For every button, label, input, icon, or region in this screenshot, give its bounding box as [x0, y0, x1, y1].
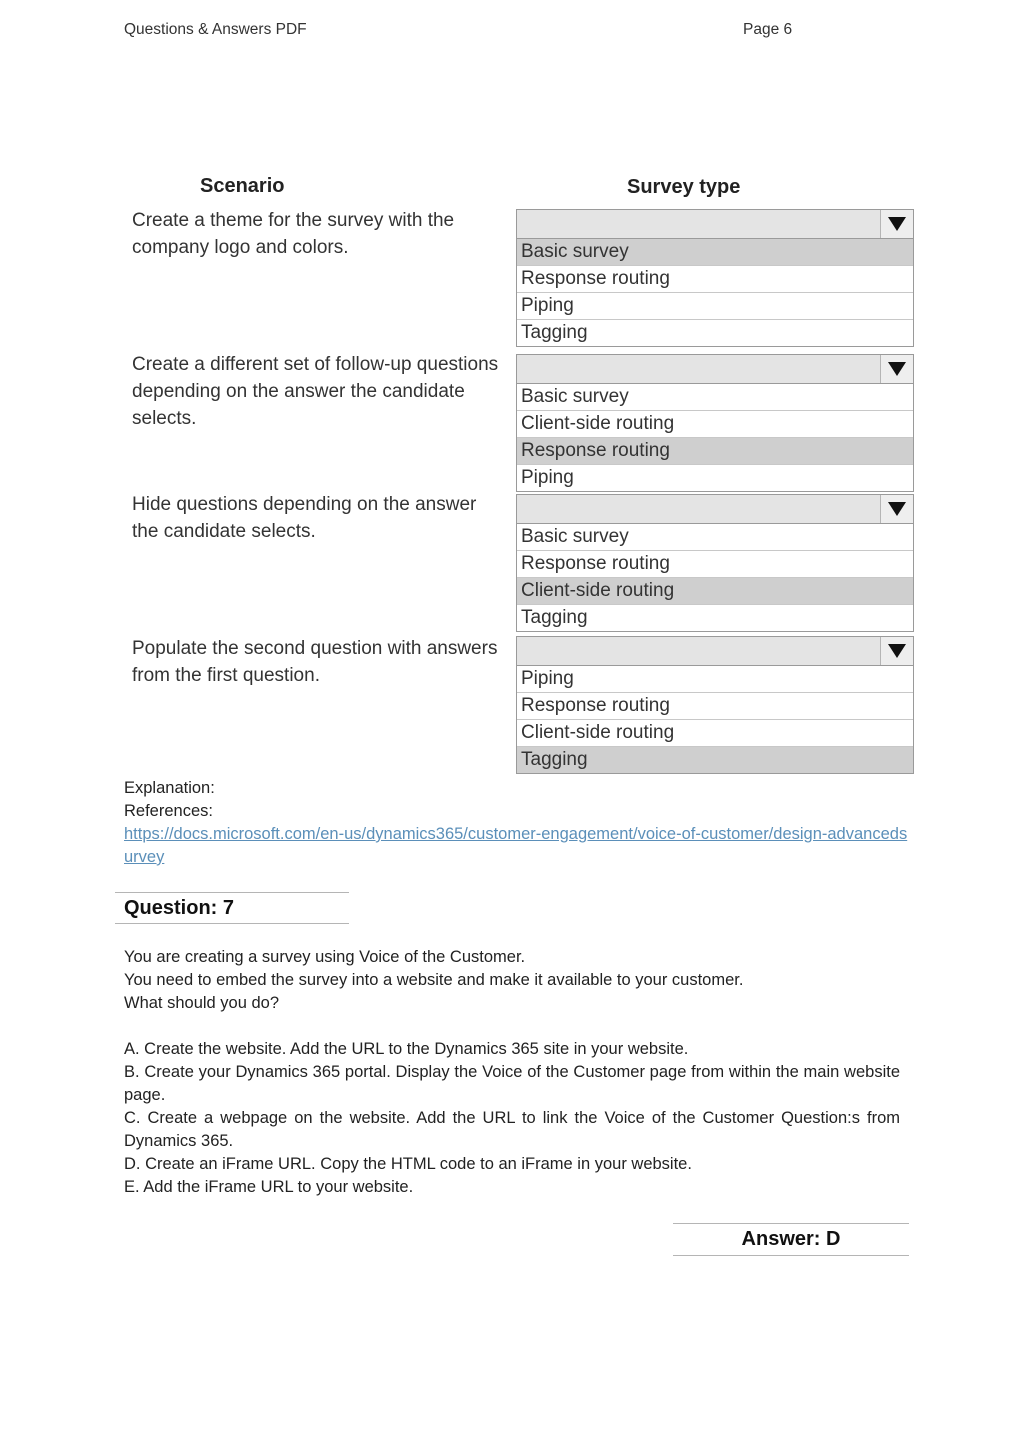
- question-body: [124, 946, 900, 1199]
- dropdown-option[interactable]: Piping: [517, 666, 913, 693]
- dropdown-arrow-icon[interactable]: [880, 495, 913, 523]
- dropdown-option[interactable]: Response routing: [517, 438, 913, 465]
- dropdown-option[interactable]: Tagging: [517, 320, 913, 346]
- answer-option: D. Create an iFrame URL. Copy the HTML code to an iFrame in your website.: [124, 1155, 692, 1173]
- header-page-number: Page 6: [743, 21, 793, 38]
- answer-option: E. Add the iFrame URL to your website.: [124, 1178, 414, 1196]
- scenario-text: Create a theme for the survey with the company logo and colors.: [132, 210, 455, 258]
- scenario-text: Create a different set of follow-up questions depending on the answer the candidate selects.: [132, 354, 499, 429]
- explanation-section: [124, 777, 914, 869]
- dropdown-arrow-icon[interactable]: [880, 355, 913, 383]
- scenario-text: Hide questions depending on the answer the candidate selects.: [132, 494, 477, 542]
- dropdown-arrow-icon[interactable]: [880, 210, 913, 238]
- dropdown-header[interactable]: [517, 210, 913, 239]
- dropdown-option[interactable]: Client-side routing: [517, 720, 913, 747]
- scenario-text: Populate the second question with answers from the first question.: [132, 638, 498, 686]
- dropdown-header[interactable]: [517, 637, 913, 666]
- answer-box: [673, 1223, 909, 1256]
- dropdown-option[interactable]: Piping: [517, 293, 913, 320]
- question-title: Question: 7: [124, 897, 235, 919]
- references-label: References:: [124, 802, 213, 820]
- answer-text: Answer: D: [741, 1228, 841, 1250]
- answer-option: B. Create your Dynamics 365 portal. Display the Voice of the Customer page from within the main website page.: [124, 1063, 900, 1104]
- dropdown-option[interactable]: Client-side routing: [517, 578, 913, 605]
- dropdown-option[interactable]: Basic survey: [517, 239, 913, 266]
- dropdown-header[interactable]: [517, 495, 913, 524]
- dropdown-option[interactable]: Tagging: [517, 747, 913, 773]
- dropdown-option[interactable]: Basic survey: [517, 384, 913, 411]
- dropdown-header[interactable]: [517, 355, 913, 384]
- dropdown-option[interactable]: Client-side routing: [517, 411, 913, 438]
- survey-type-dropdown[interactable]: [516, 209, 914, 347]
- explanation-label: Explanation:: [124, 779, 215, 797]
- dropdown-option[interactable]: Tagging: [517, 605, 913, 631]
- question-title-box: [115, 892, 349, 924]
- survey-type-dropdown[interactable]: [516, 494, 914, 632]
- scenario-column-title: Scenario: [200, 175, 285, 197]
- dropdown-option[interactable]: Piping: [517, 465, 913, 491]
- answer-option: C. Create a webpage on the website. Add the URL to link the Voice of the Customer Question:s from Dynamics 365.: [124, 1109, 900, 1150]
- dropdown-option[interactable]: Basic survey: [517, 524, 913, 551]
- question-line: What should you do?: [124, 994, 280, 1012]
- dropdown-option[interactable]: Response routing: [517, 551, 913, 578]
- survey-type-column-title: Survey type: [627, 176, 741, 198]
- question-line: You are creating a survey using Voice of the Customer.: [124, 948, 526, 966]
- question-line: You need to embed the survey into a website and make it available to your customer.: [124, 971, 744, 989]
- dropdown-option[interactable]: Response routing: [517, 266, 913, 293]
- dropdown-option[interactable]: Response routing: [517, 693, 913, 720]
- header-doc-title: Questions & Answers PDF: [124, 21, 307, 38]
- survey-type-dropdown[interactable]: [516, 636, 914, 774]
- answer-option: A. Create the website. Add the URL to the Dynamics 365 site in your website.: [124, 1040, 689, 1058]
- dropdown-arrow-icon[interactable]: [880, 637, 913, 665]
- reference-link[interactable]: https://docs.microsoft.com/en-us/dynamics365/customer-engagement/voice-of-customer/design-advancedsurvey: [124, 825, 908, 866]
- survey-type-dropdown[interactable]: [516, 354, 914, 492]
